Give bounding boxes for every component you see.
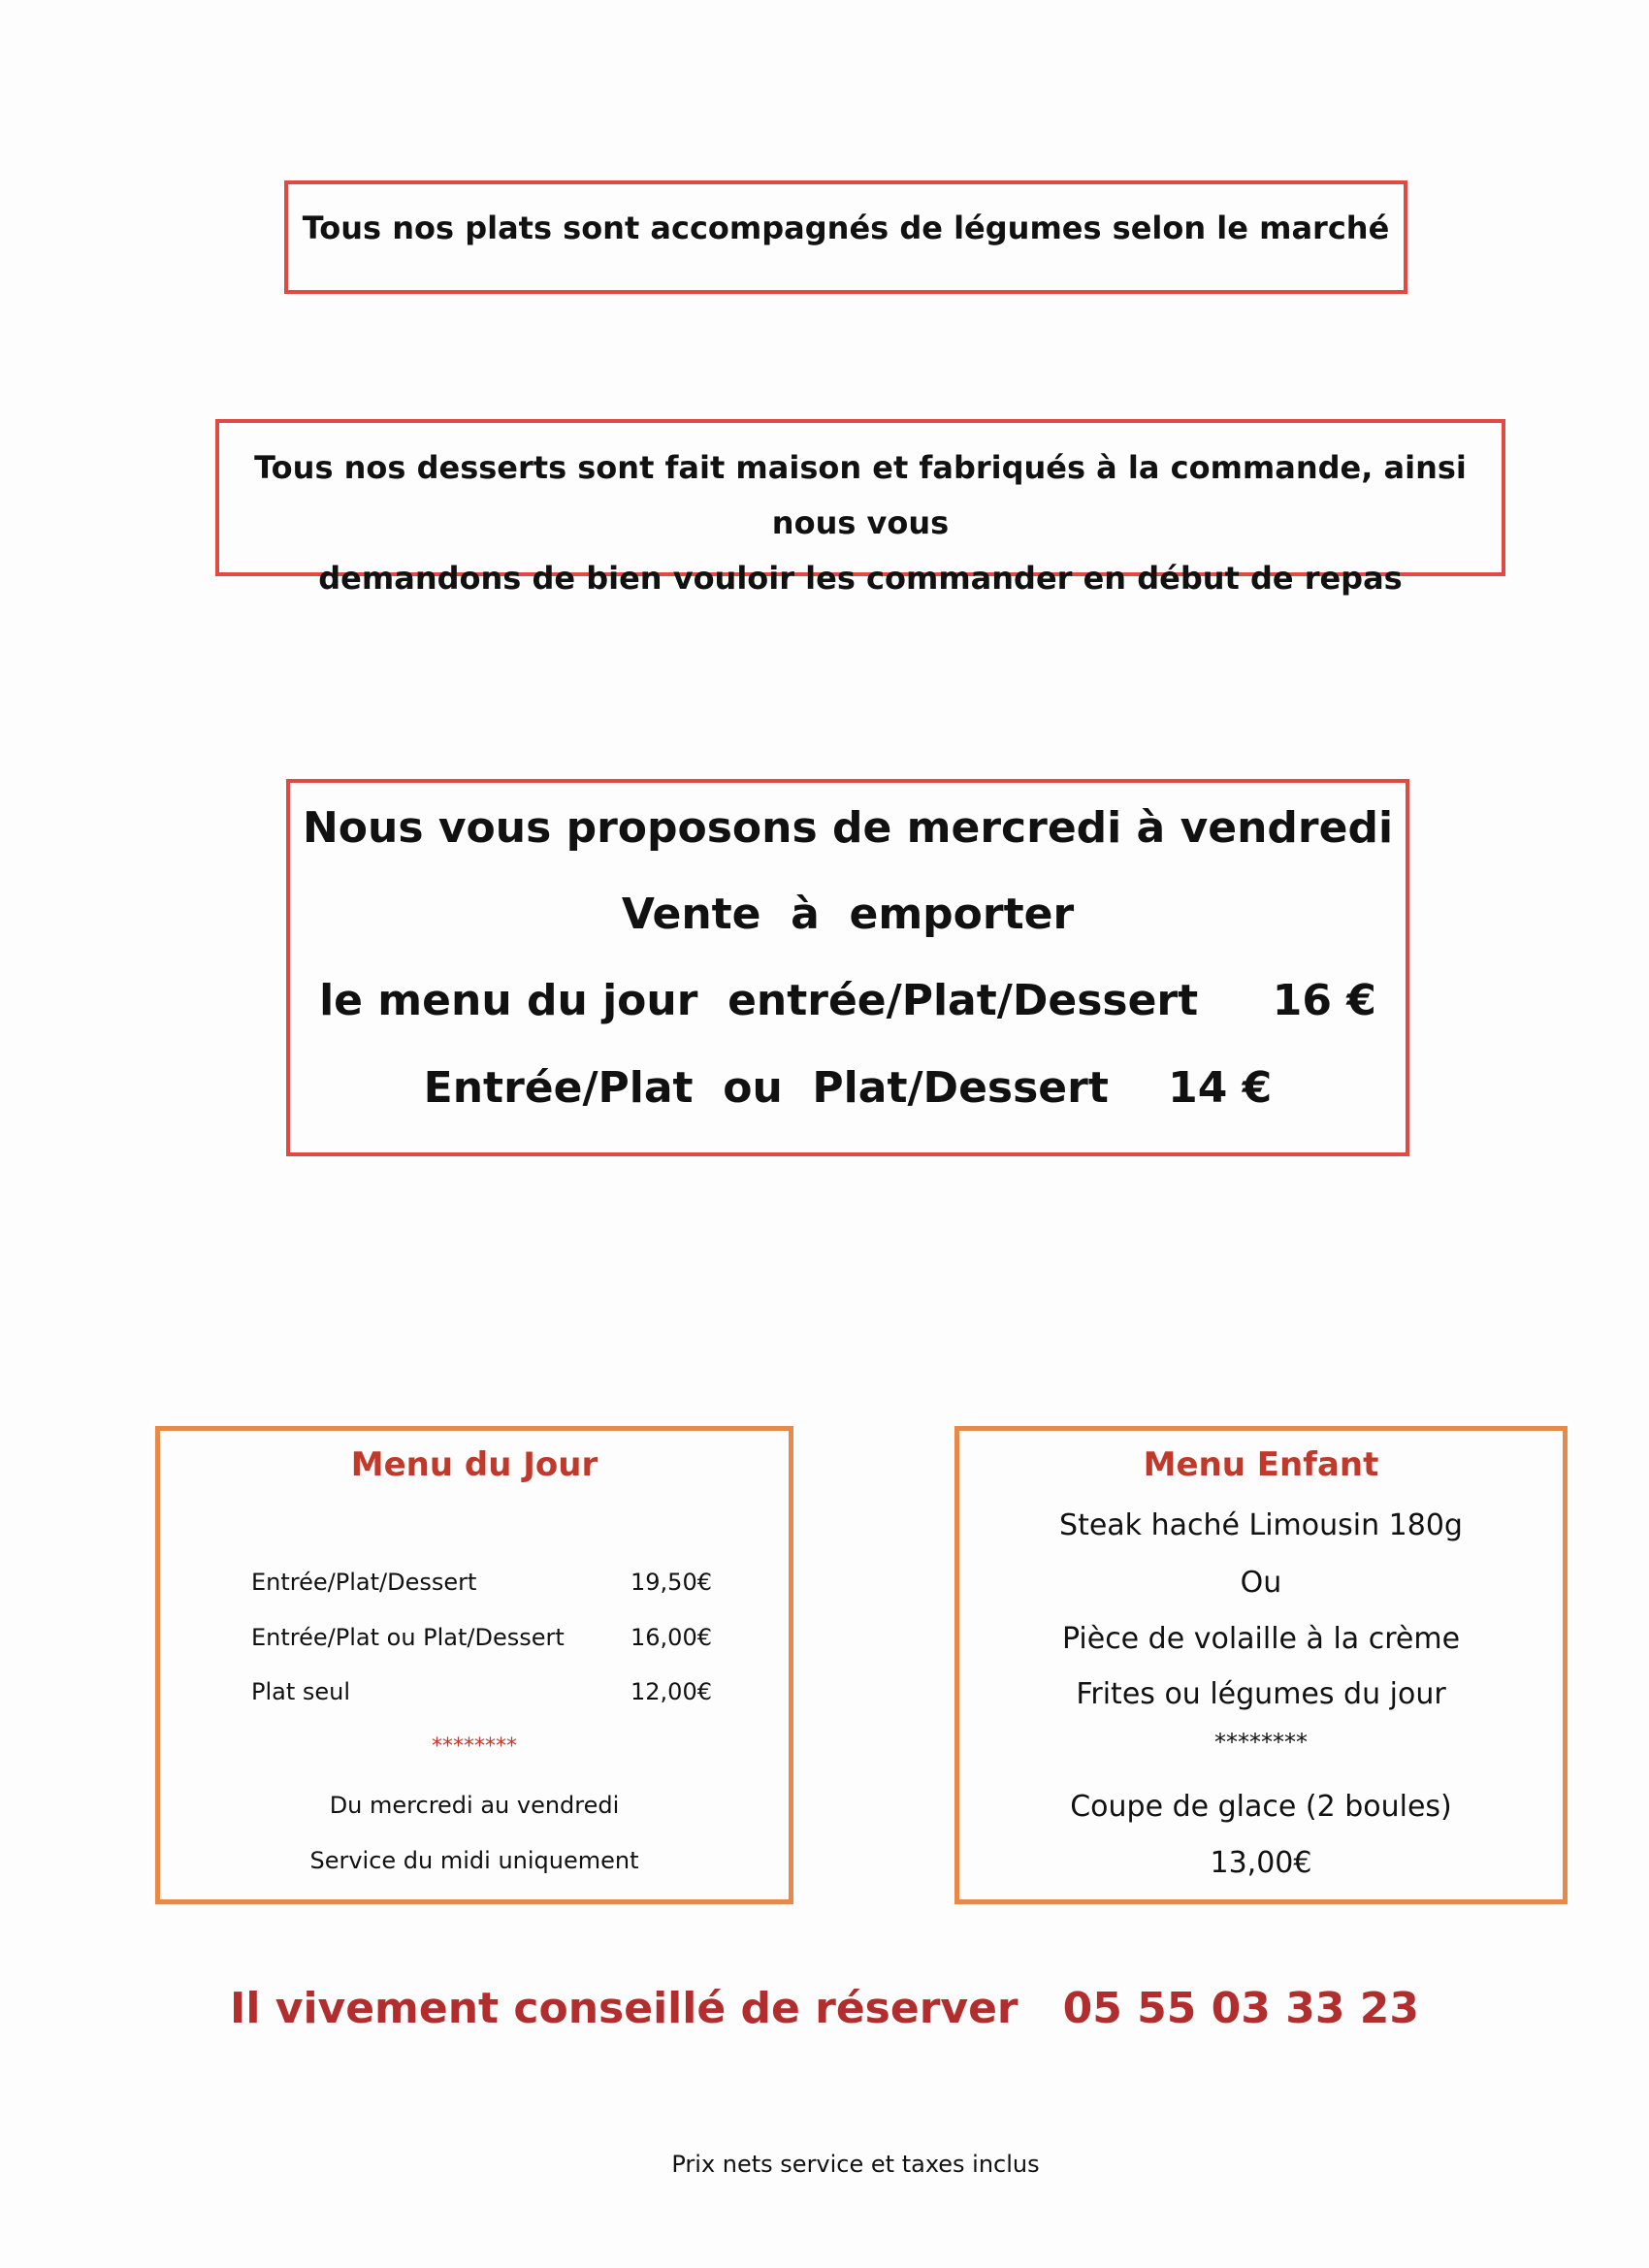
menu-enfant-line: Frites ou légumes du jour (1076, 1677, 1446, 1711)
menu-item-price: 12,00€ (630, 1678, 712, 1705)
menu-enfant-line: Steak haché Limousin 180g (1059, 1508, 1463, 1542)
menu-enfant-line: Coupe de glace (2 boules) (1070, 1790, 1452, 1824)
takeaway-full-menu-price: le menu du jour entrée/Plat/Dessert 16 € (319, 976, 1376, 1025)
reservation-phone: Il vivement conseillé de réserver 05 55 03 33 23 (229, 1984, 1420, 2033)
menu-enfant-box (954, 1426, 1568, 1904)
menu-du-jour-title: Menu du Jour (350, 1445, 598, 1484)
menu-item-label: Entrée/Plat ou Plat/Dessert (251, 1624, 565, 1651)
menu-enfant-separator: ******** (1214, 1729, 1308, 1756)
menu-days: Du mercredi au vendredi (329, 1792, 620, 1819)
desserts-notice (219, 440, 1502, 606)
takeaway-box (286, 779, 1409, 1156)
menu-item-label: Entrée/Plat/Dessert (251, 1569, 477, 1596)
desserts-notice-box (215, 419, 1505, 597)
menu-enfant-line: Pièce de volaille à la crème (1061, 1622, 1461, 1656)
prices-footer: Prix nets service et taxes inclus (671, 2151, 1040, 2178)
menu-enfant-line: Ou (1240, 1566, 1282, 1600)
vegetables-notice: Tous nos plats sont accompagnés de légumes selon le marché (302, 210, 1390, 246)
takeaway-title: Vente à emporter (621, 890, 1075, 939)
menu-separator: ******** (432, 1734, 517, 1759)
takeaway-days: Nous vous proposons de mercredi à vendredi (302, 803, 1394, 853)
menu-service: Service du midi uniquement (309, 1847, 639, 1874)
vegetables-notice-box (284, 180, 1407, 294)
desserts-notice-line-1: Tous nos desserts sont fait maison et fabriqués à la commande, ainsi nous vous (254, 449, 1467, 541)
menu-item-price: 16,00€ (630, 1624, 712, 1651)
menu-enfant-title: Menu Enfant (1143, 1445, 1379, 1484)
takeaway-two-course-price: Entrée/Plat ou Plat/Dessert 14 € (423, 1063, 1273, 1113)
menu-enfant-price: 13,00€ (1210, 1846, 1312, 1880)
menu-item-price: 19,50€ (630, 1569, 712, 1596)
menu-item-label: Plat seul (251, 1678, 351, 1705)
menu-du-jour-box (155, 1426, 793, 1904)
desserts-notice-line-2: demandons de bien vouloir les commander en début de repas (318, 560, 1403, 597)
